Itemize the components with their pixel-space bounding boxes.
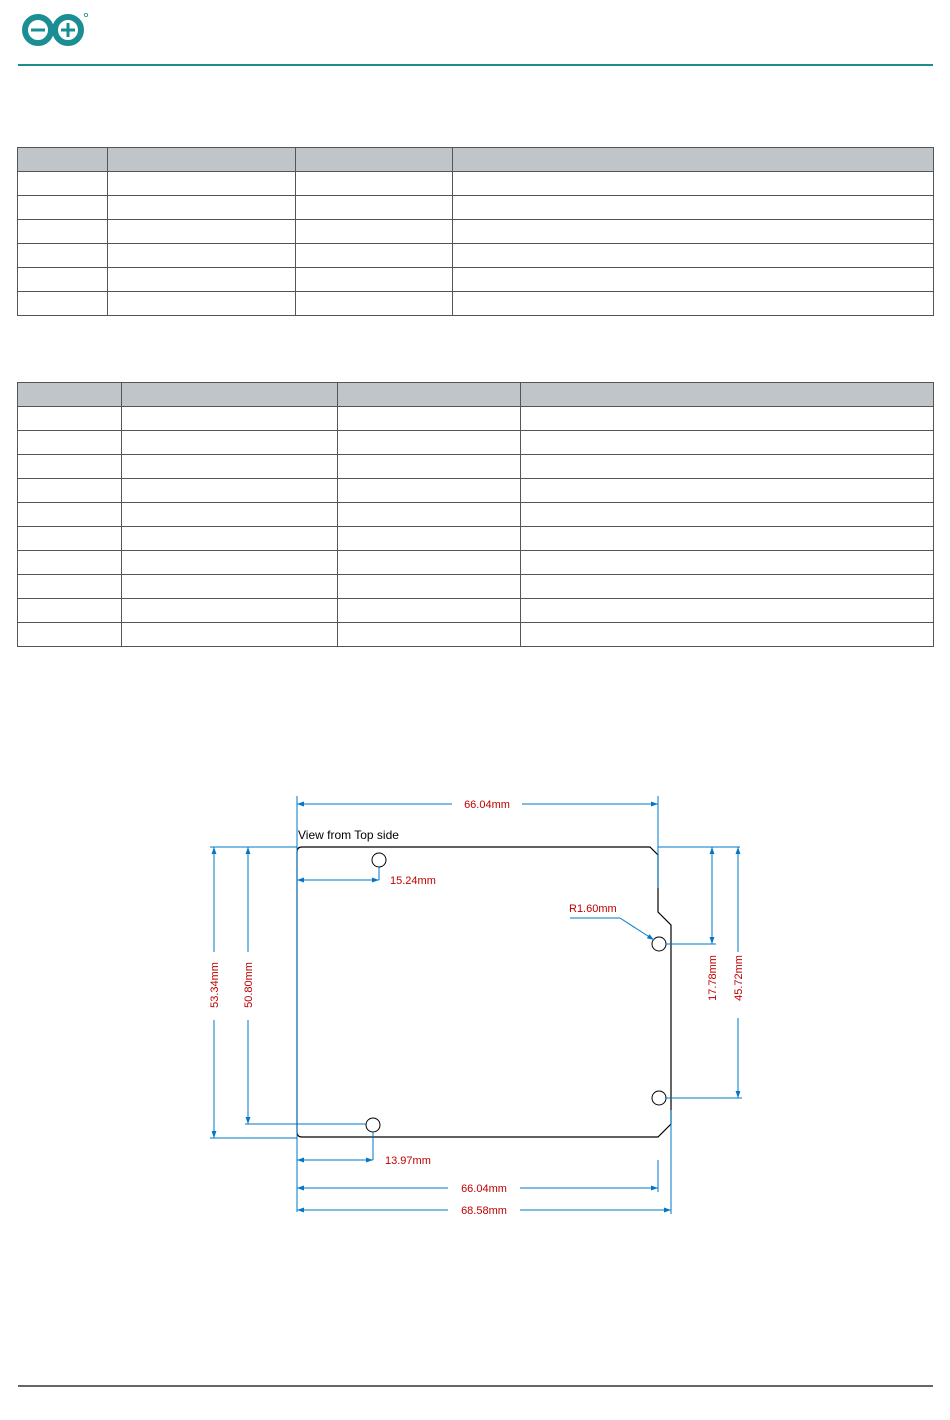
spec-table-2 [17,382,934,647]
table-cell [18,551,122,575]
table-cell [122,503,338,527]
table-row [18,431,934,455]
table-cell [18,268,108,292]
radius-leader [620,918,654,940]
table-cell [108,196,296,220]
table-cell [521,455,934,479]
dim-label-hole-top: 15.24mm [390,875,436,887]
dim-label-bottom-width: 66.04mm [461,1183,507,1195]
table-cell [18,527,122,551]
table-row [18,407,934,431]
table-cell [338,527,521,551]
table-row [18,172,934,196]
table-row [18,527,934,551]
table-header-cell [338,383,521,407]
table-cell [122,455,338,479]
table-header-row [18,383,934,407]
table-cell [108,172,296,196]
table-cell [521,479,934,503]
table-cell [122,431,338,455]
table-cell [296,172,453,196]
table-cell [18,292,108,316]
table-header-cell [18,383,122,407]
table-cell [521,599,934,623]
table-cell [338,479,521,503]
table-cell [18,455,122,479]
spec-table-1 [17,147,934,316]
table-cell [338,455,521,479]
table-cell [338,407,521,431]
table-cell [122,623,338,647]
table-cell [122,551,338,575]
table-row [18,196,934,220]
table-cell [108,292,296,316]
table-cell [18,196,108,220]
dim-label-left-inner: 50.80mm [243,962,255,1008]
table-cell [521,623,934,647]
table-cell [18,503,122,527]
dim-label-hole-bottom: 13.97mm [385,1155,431,1167]
mounting-hole [652,1091,666,1105]
table-cell [338,431,521,455]
table-cell [18,172,108,196]
table-cell [18,244,108,268]
table-cell [338,503,521,527]
table-row [18,292,934,316]
table-cell [453,244,934,268]
table-row [18,599,934,623]
table-cell [296,244,453,268]
table-header-row [18,148,934,172]
table-cell [122,479,338,503]
table-header-cell [122,383,338,407]
table-cell [338,575,521,599]
table-header-cell [108,148,296,172]
table-row [18,268,934,292]
board-dimension-drawing [0,780,950,1240]
table-row [18,220,934,244]
table-cell [18,599,122,623]
table-cell [521,407,934,431]
table-cell [18,407,122,431]
table-cell [338,551,521,575]
table-cell [108,244,296,268]
table-row [18,575,934,599]
dim-label-right-short: 17.78mm [707,955,719,1001]
table-cell [453,196,934,220]
table-row [18,623,934,647]
table-header-cell [18,148,108,172]
table-cell [521,503,934,527]
table-cell [521,575,934,599]
table-cell [521,551,934,575]
table-header-cell [521,383,934,407]
dim-label-right-long: 45.72mm [733,955,745,1001]
table-row [18,503,934,527]
table-cell [296,268,453,292]
mounting-hole [372,853,386,867]
dim-label-hole-radius: R1.60mm [569,903,617,915]
view-label: View from Top side [298,828,399,842]
table-cell [296,292,453,316]
board-outline [297,847,671,1137]
arduino-logo-icon [16,10,92,50]
table-cell [296,220,453,244]
table-cell [453,268,934,292]
table-cell [338,623,521,647]
table-cell [122,407,338,431]
table-cell [18,220,108,244]
table-header-cell [453,148,934,172]
table-cell [453,292,934,316]
mounting-hole [366,1118,380,1132]
table-cell [122,575,338,599]
table-cell [122,527,338,551]
table-row [18,479,934,503]
table-cell [122,599,338,623]
table-cell [296,196,453,220]
table-row [18,551,934,575]
table-cell [521,527,934,551]
header-divider [18,64,933,66]
table-cell [108,268,296,292]
table-cell [18,479,122,503]
dim-label-top-width: 66.04mm [464,799,510,811]
table-cell [18,431,122,455]
table-cell [453,172,934,196]
table-header-cell [296,148,453,172]
dim-label-left-outer: 53.34mm [209,962,221,1008]
table-row [18,455,934,479]
table-cell [521,431,934,455]
table-cell [338,599,521,623]
table-cell [18,575,122,599]
mounting-hole [652,937,666,951]
dim-label-overall-width: 68.58mm [461,1205,507,1217]
footer-divider [18,1385,933,1387]
table-cell [18,623,122,647]
table-cell [108,220,296,244]
table-row [18,244,934,268]
table-cell [453,220,934,244]
